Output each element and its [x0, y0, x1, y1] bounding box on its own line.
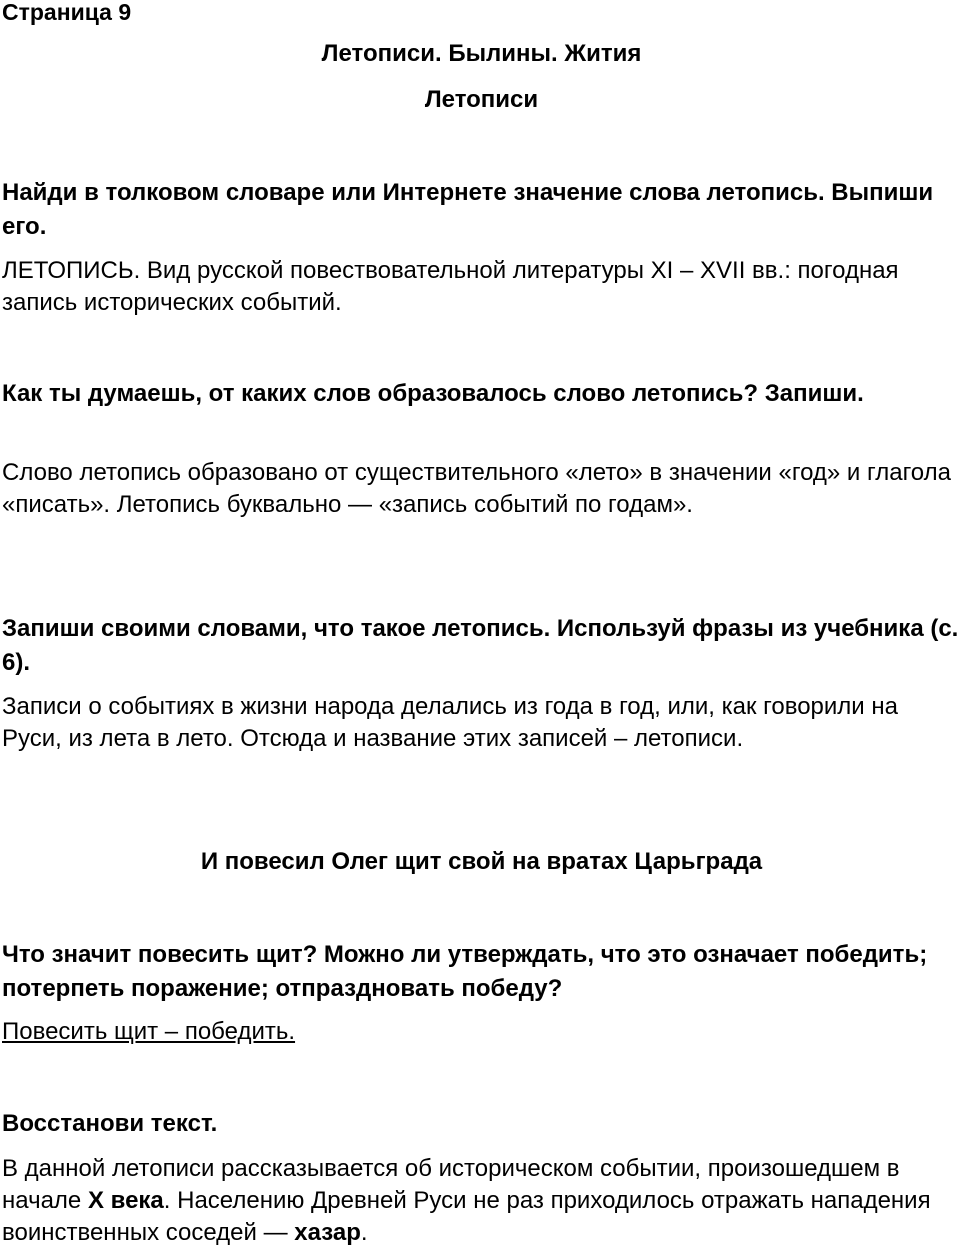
task-3-question: Запиши своими словами, что такое летопись. Используй фразы из учебника (с. 6). [2, 615, 959, 676]
task-5-answer-part-1: В данной летописи рассказывается об историческом событии, произошедшем в начале [2, 1155, 900, 1214]
task-4-answer-text: Повесить щит – победить. [2, 1018, 296, 1045]
task-5-question: Восстанови текст. [2, 1110, 218, 1137]
task-5-answer [2, 1153, 957, 1249]
task-5-answer-century: X века [87, 1187, 164, 1214]
task-2-answer: Слово летопись образовано от существительного «лето» в значении «год» и глагола «писать». Летопись буквально — «запись событий по годам». [2, 459, 951, 518]
task-3-answer: Записи о событиях в жизни народа делались из года в год, или, как говорили на Руси, из лета в лето. Отсюда и название этих записей – летописи. [2, 693, 898, 752]
section-title: Летописи. Былины. Жития [321, 40, 642, 67]
task-1-answer: ЛЕТОПИСЬ. Вид русской повествовательной литературы XI – XVII вв.: погодная запись исторических событий. [2, 257, 899, 316]
subsection-title: Летописи [424, 86, 539, 113]
task-2-question: Как ты думаешь, от каких слов образовалось слово летопись? Запиши. [2, 380, 864, 407]
task-1-question: Найди в толковом словаре или Интернете значение слова летопись. Выпиши его. [2, 179, 934, 240]
task-4-question: Что значит повесить щит? Можно ли утверждать, что это означает победить; потерпеть поражение; отпраздновать победу? [2, 941, 928, 1002]
page-label: Страница 9 [2, 0, 132, 25]
task-5-answer-enemy: хазар [294, 1219, 361, 1246]
section-2-title: И повесил Олег щит свой на вратах Царьграда [200, 848, 763, 875]
task-5-answer-part-2: . Населению Древней Руси не раз приходилось отражать нападения воинственных соседей — [2, 1187, 931, 1246]
task-5-answer-part-3: . [360, 1219, 368, 1246]
task-4-answer [2, 1016, 957, 1048]
